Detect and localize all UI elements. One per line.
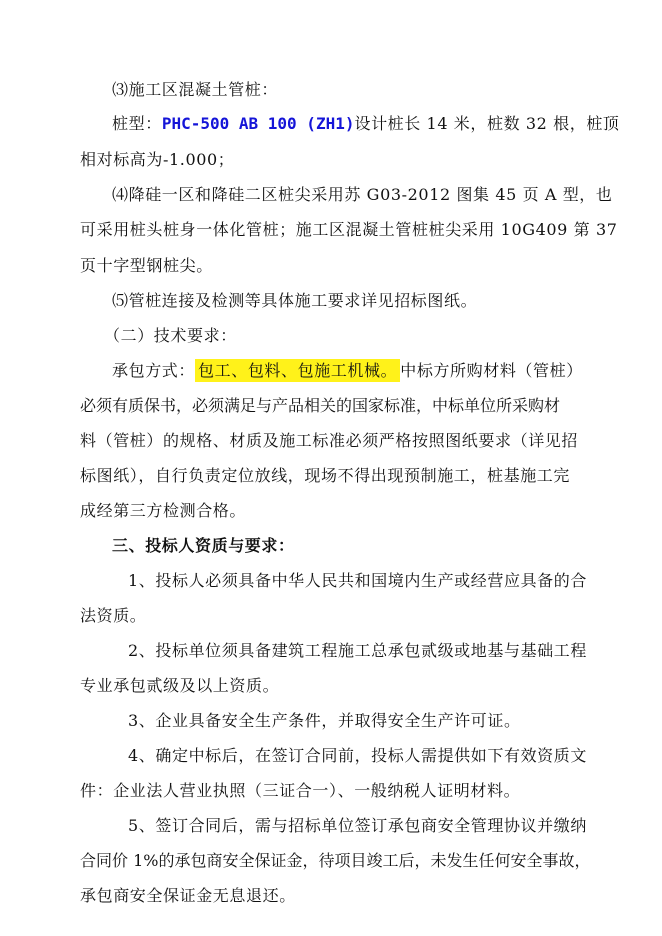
req5-line1: 5、签订合同后，需与招标单位签订承包商安全管理协议并缴纳 — [128, 816, 587, 835]
contract-line2: 必须有质保书，必须满足与产品相关的国家标准，中标单位所采购材 — [80, 396, 561, 415]
contract-line3: 料（管桩）的规格、材质及施工标准必须严格按照图纸要求（详见招 — [80, 431, 579, 450]
req1-line1: 1、投标人必须具备中华人民共和国境内生产或经营应具备的合 — [128, 571, 587, 590]
req4-line1: 4、确定中标后，在签订合同前，投标人需提供如下有效资质文 — [128, 746, 587, 765]
req2-line1: 2、投标单位须具备建筑工程施工总承包贰级或地基与基础工程 — [128, 641, 587, 660]
req2-line2: 专业承包贰级及以上资质。 — [80, 676, 280, 695]
item4-line3: 页十字型钢桩尖。 — [80, 256, 213, 275]
section3-heading: 三、投标人资质与要求： — [112, 536, 295, 555]
req3-line1: 3、企业具备安全生产条件，并取得安全生产许可证。 — [128, 711, 521, 730]
req1-line2: 法资质。 — [80, 606, 147, 625]
req4-line2: 件：企业法人营业执照（三证合一）、一般纳税人证明材料。 — [80, 781, 521, 800]
contract-line4: 标图纸），自行负责定位放线，现场不得出现预制施工，桩基施工完 — [80, 466, 571, 485]
contract-line5: 成经第三方检测合格。 — [80, 501, 247, 520]
req5-line3: 承包商安全保证金无息退还。 — [80, 886, 296, 905]
contract-tail: 中标方所购材料（管桩） — [400, 361, 583, 380]
item4-line1: ⑷降硅一区和降硅二区桩尖采用苏 G03-2012 图集 45 页 A 型，也 — [112, 185, 613, 204]
item4-line2: 可采用桩头桩身一体化管桩；施工区混凝土管桩桩尖采用 10G409 第 37 — [80, 220, 618, 239]
contract-line1 — [112, 360, 583, 382]
contract-label: 承包方式： — [112, 361, 196, 380]
pile-type-line — [112, 113, 620, 135]
item5: ⑸管桩连接及检测等具体施工要求详见招标图纸。 — [112, 291, 478, 310]
tech-requirements-heading: （二）技术要求： — [104, 326, 237, 345]
pile-type-line2: 相对标高为-1.000； — [80, 150, 235, 169]
pile-type-code: PHC-500 AB 100 (ZH1) — [161, 114, 355, 133]
req5-line2: 合同价 1%的承包商安全保证金，待项目竣工后，未发生任何安全事故， — [80, 851, 591, 870]
pile-type-rest: 设计桩长 14 米，桩数 32 根，桩顶 — [354, 114, 620, 133]
pile-type-label: 桩型： — [112, 114, 162, 133]
item3-heading: ⑶施工区混凝土管桩： — [112, 80, 279, 99]
contract-highlight: 包工、包料、包施工机械。 — [195, 359, 400, 382]
